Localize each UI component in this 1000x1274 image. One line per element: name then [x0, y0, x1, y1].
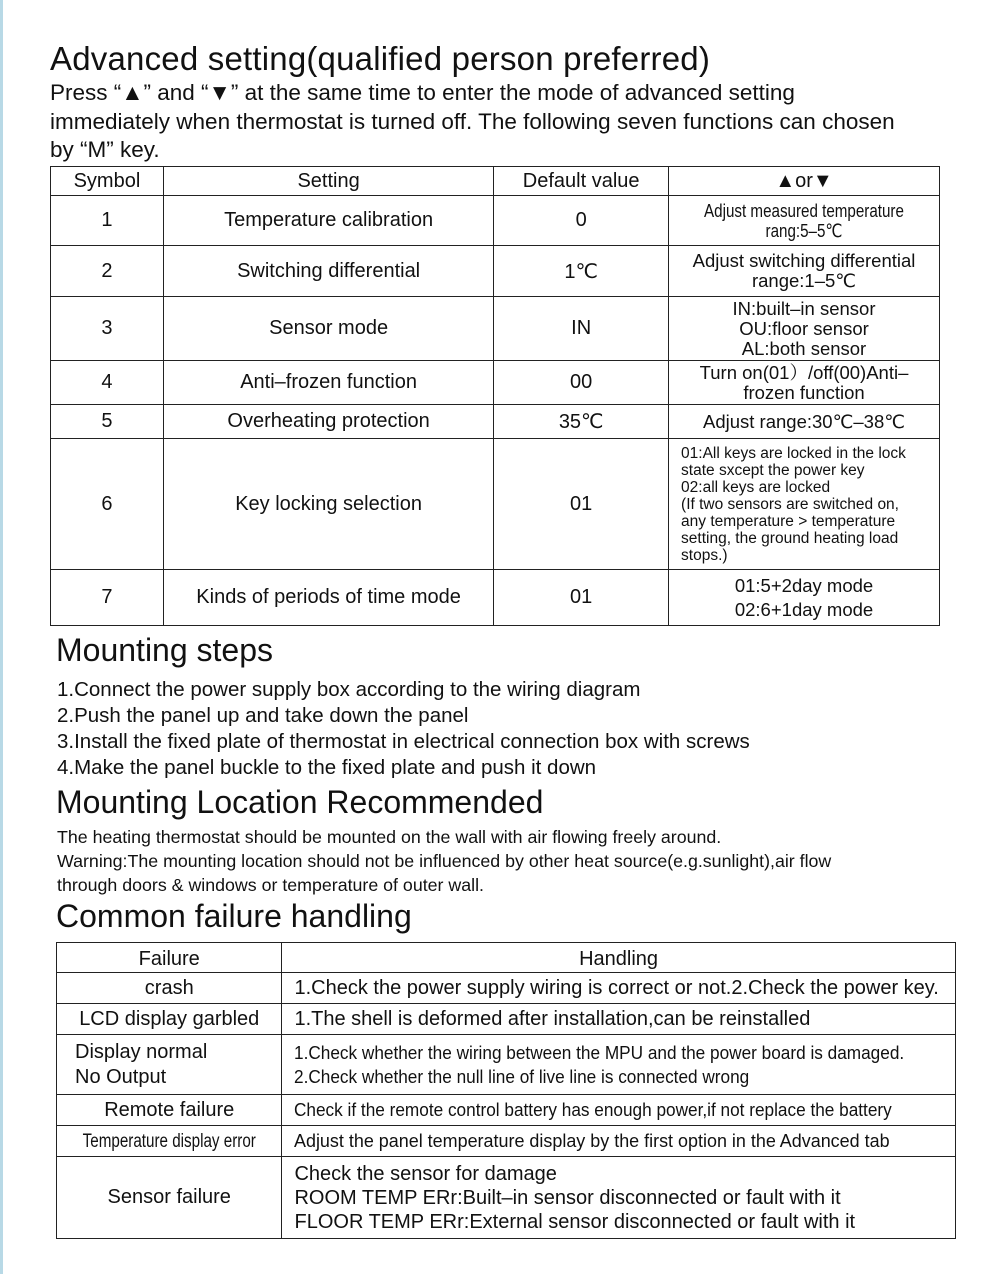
handling-line: ROOM TEMP ERr:Built–in sensor disconnected or fault with it	[294, 1186, 841, 1209]
adjust-line: range:1–5℃	[751, 270, 857, 291]
symbol-cell: 2	[51, 246, 164, 297]
handling-line: 1.Check whether the wiring between the MPU and the power board is damaged.	[294, 1041, 905, 1063]
failure-cell	[57, 1035, 282, 1095]
setting-cell: Anti–frozen function	[163, 361, 493, 405]
adjust-line: Adjust switching differential	[692, 250, 916, 271]
adjust-line: rang:5–5℃	[765, 219, 843, 241]
handling-line: Adjust the panel temperature display by the first option in the Advanced tab	[294, 1130, 891, 1151]
handling-line: FLOOR TEMP ERr:External sensor disconnected or fault with it	[294, 1210, 856, 1233]
adjust-line: AL:both sensor	[741, 337, 867, 359]
adjust-line: any temperature > temperature	[681, 512, 896, 530]
list-item: 4.Make the panel buckle to the fixed plate and push it down	[57, 756, 597, 779]
mounting-location-title: Mounting Location Recommended	[56, 784, 544, 820]
table-row	[51, 246, 940, 297]
adjust-line: frozen function	[743, 381, 865, 403]
header-symbol: Symbol	[51, 167, 164, 196]
adjust-line: 02:6+1day mode	[734, 598, 874, 620]
handling-cell	[282, 1095, 955, 1126]
adjust-line: OU:floor sensor	[739, 317, 869, 339]
table-row	[57, 1095, 956, 1126]
header-handling: Handling	[282, 943, 955, 973]
failure-line: No Output	[75, 1065, 167, 1088]
table-row	[51, 405, 940, 439]
table-row	[51, 297, 940, 361]
default-cell: 35℃	[494, 405, 669, 439]
default-cell: 0	[494, 196, 669, 246]
default-cell: 01	[494, 439, 669, 570]
adjust-line: Turn on(01）/off(00)Anti–	[699, 361, 909, 383]
adjust-cell	[669, 297, 940, 361]
symbol-cell: 1	[51, 196, 164, 246]
table-row	[57, 1004, 956, 1035]
table-row	[51, 196, 940, 246]
adjust-cell	[669, 196, 940, 246]
table-row	[57, 1035, 956, 1095]
default-cell: 1℃	[494, 246, 669, 297]
handling-cell	[282, 1157, 955, 1239]
failure-line: Temperature display error	[82, 1130, 256, 1152]
intro-line: immediately when thermostat is turned off. The following seven functions can chosen	[50, 108, 895, 134]
advanced-title: Advanced setting(qualified person preferred)	[50, 40, 711, 77]
table-row	[51, 439, 940, 570]
default-cell: 00	[494, 361, 669, 405]
handling-cell: 1.Check the power supply wiring is correct or not.2.Check the power key.	[282, 973, 955, 1004]
default-cell: IN	[494, 297, 669, 361]
setting-cell: Sensor mode	[163, 297, 493, 361]
adjust-line: state sxcept the power key	[681, 461, 865, 479]
handling-cell: 1.The shell is deformed after installation,can be reinstalled	[282, 1004, 955, 1035]
header-setting: Setting	[163, 167, 493, 196]
table-row	[57, 1126, 956, 1157]
adjust-cell	[669, 405, 940, 439]
location-line: through doors & windows or temperature of outer wall.	[57, 875, 484, 895]
intro-line: by “M” key.	[50, 137, 160, 162]
setting-cell: Overheating protection	[163, 405, 493, 439]
intro-line: Press “▲” and “▼” at the same time to enter the mode of advanced setting	[50, 80, 795, 105]
handling-line: Check if the remote control battery has enough power,if not replace the battery	[294, 1099, 893, 1120]
adjust-line: IN:built–in sensor	[732, 297, 876, 319]
adjust-line: Adjust range:30℃–38℃	[703, 410, 906, 432]
failure-cell: Sensor failure	[57, 1157, 282, 1239]
symbol-cell: 6	[51, 439, 164, 570]
header-adjust: ▲or▼	[669, 167, 940, 196]
table-header-row	[51, 167, 940, 196]
list-item: 3.Install the fixed plate of thermostat in electrical connection box with screws	[57, 730, 750, 753]
failure-cell	[57, 1126, 282, 1157]
list-item: 2.Push the panel up and take down the panel	[57, 704, 469, 727]
setting-cell: Switching differential	[163, 246, 493, 297]
location-line: Warning:The mounting location should not be influenced by other heat source(e.g.sunlight),air flow	[57, 851, 832, 871]
table-row	[51, 361, 940, 405]
header-default: Default value	[494, 167, 669, 196]
failure-cell: crash	[57, 973, 282, 1004]
table-row	[57, 1157, 956, 1239]
adjust-line: (If two sensors are switched on,	[681, 495, 899, 513]
adjust-cell	[669, 570, 940, 626]
table-row	[57, 973, 956, 1004]
mounting-steps-title: Mounting steps	[56, 632, 274, 668]
list-item: 1.Connect the power supply box according to the wiring diagram	[57, 678, 641, 701]
symbol-cell: 5	[51, 405, 164, 439]
handling-cell	[282, 1126, 955, 1157]
failure-handling-table	[56, 942, 956, 1239]
failure-cell: Remote failure	[57, 1095, 282, 1126]
failure-cell: LCD display garbled	[57, 1004, 282, 1035]
failure-line: Display normal	[75, 1040, 208, 1063]
header-failure: Failure	[57, 943, 282, 973]
handling-line: Check the sensor for damage	[294, 1162, 557, 1185]
adjust-line: setting, the ground heating load	[681, 529, 899, 547]
symbol-cell: 4	[51, 361, 164, 405]
symbol-cell: 3	[51, 297, 164, 361]
setting-cell: Key locking selection	[163, 439, 493, 570]
adjust-line: Adjust measured temperature	[704, 199, 904, 221]
handling-cell	[282, 1035, 955, 1095]
adjust-line: 01:5+2day mode	[734, 574, 874, 596]
adjust-cell	[669, 246, 940, 297]
adjust-cell	[669, 439, 940, 570]
table-row	[51, 570, 940, 626]
symbol-cell: 7	[51, 570, 164, 626]
advanced-settings-table	[50, 166, 940, 626]
page-edge-line	[0, 0, 3, 1274]
default-cell: 01	[494, 570, 669, 626]
adjust-line: 02:all keys are locked	[681, 478, 831, 496]
table-header-row	[57, 943, 956, 973]
failure-handling-title: Common failure handling	[56, 898, 412, 934]
setting-cell: Temperature calibration	[163, 196, 493, 246]
adjust-cell	[669, 361, 940, 405]
mounting-steps-list	[57, 677, 750, 781]
location-line: The heating thermostat should be mounted on the wall with air flowing freely around.	[57, 827, 722, 847]
adjust-line: stops.)	[681, 546, 728, 564]
adjust-line: 01:All keys are locked in the lock	[681, 444, 906, 462]
setting-cell: Kinds of periods of time mode	[163, 570, 493, 626]
handling-line: 2.Check whether the null line of live line is connected wrong	[294, 1065, 750, 1087]
mounting-location-text	[57, 825, 957, 897]
advanced-intro	[50, 79, 980, 165]
